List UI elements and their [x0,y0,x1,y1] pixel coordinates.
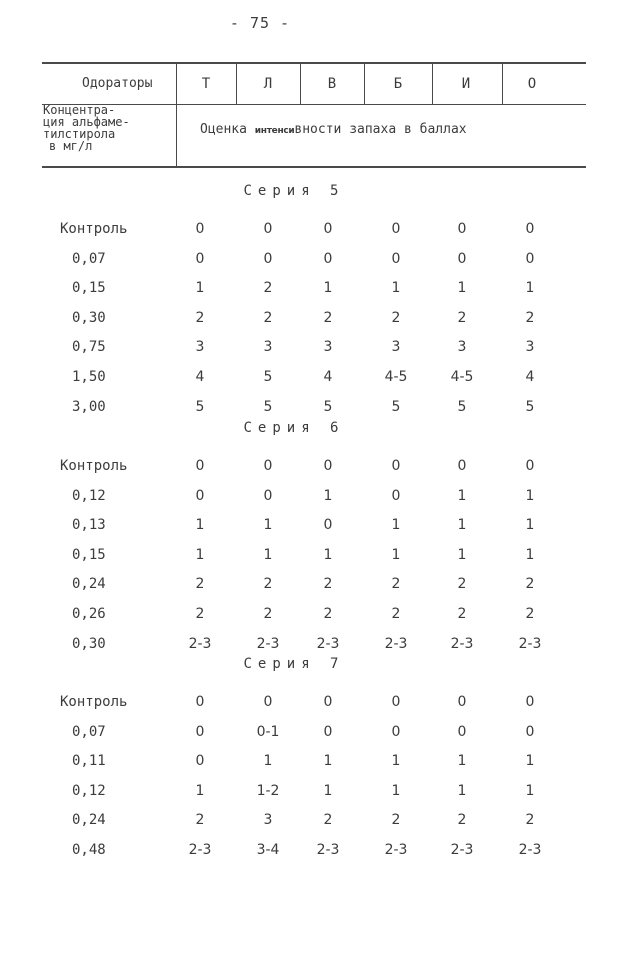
rating-cell: 0 [457,221,467,237]
rating-cell: 2 [323,812,333,829]
table-row [0,576,600,596]
rating-cell: 0 [323,221,333,237]
header-top-rule [42,62,586,64]
rating-cell: 1 [323,782,333,799]
series-title: Серия 6 [243,420,345,436]
rating-cell: 0 [195,753,205,770]
concentration-label-line: в мг/л [49,139,93,153]
rating-cell: 5 [457,398,467,415]
rating-cell: 0 [323,517,333,534]
concentration-label-line: ция альфаме- [43,115,130,129]
column-header-t: Т [201,76,211,92]
column-header-l: Л [263,76,273,92]
concentration-cell: Контроль [60,694,128,710]
rating-cell: 1 [525,487,535,504]
rating-cell: 0 [525,694,535,710]
rating-cell: 2 [457,576,467,593]
rating-cell: 0 [323,723,333,740]
concentration-label-line: тилстирола [43,127,116,141]
header-bottom-rule [42,166,586,168]
rating-cell: 1 [391,517,401,534]
concentration-cell: 0,26 [72,606,106,622]
rating-cell: 1 [525,280,535,297]
column-header-v: В [327,76,337,92]
rating-cell: 1 [195,782,205,799]
rating-cell: 1 [195,546,205,563]
rating-cell: 1 [195,517,205,534]
rating-cell: 1 [525,546,535,563]
table-row [0,636,600,656]
rating-cell: 2 [391,576,401,593]
table-row [0,399,600,419]
rating-caption-part: Оценка [200,122,255,137]
rating-cell: 2-3 [518,842,542,858]
rating-cell: 0 [263,487,273,504]
table-row [0,221,600,241]
rating-caption-part: вности запаха в баллах [294,122,467,137]
rating-cell: 5 [525,398,535,415]
rating-cell: 2 [457,812,467,829]
rating-cell: 1 [525,782,535,799]
rating-cell: 0 [391,694,401,710]
column-header-b: Б [393,76,403,92]
rating-cell: 2-3 [188,635,212,652]
rating-cell: 1 [525,753,535,770]
rating-cell: 2-3 [188,842,212,858]
rating-cell: 1 [195,280,205,297]
rating-cell: 2 [263,309,273,326]
rating-cell: 5 [195,398,205,415]
rating-cell: 2-3 [450,842,474,858]
rating-cell: 0 [525,723,535,740]
rating-cell: 2 [457,309,467,326]
table-row [0,547,600,567]
rating-cell: 0 [195,458,205,474]
rating-cell: 3 [263,339,273,356]
rating-cell: 1 [457,546,467,563]
rating-cell: 0 [457,458,467,474]
header-divider-col [432,62,433,104]
rating-cell: 3 [391,339,401,356]
rating-cell: 0 [391,458,401,474]
rating-cell: 2-3 [518,635,542,652]
column-header-i: И [461,76,471,92]
concentration-cell: 0,30 [72,309,106,326]
rating-cell: 2 [263,576,273,593]
rating-cell: 3 [323,339,333,356]
concentration-cell: 0,12 [72,487,106,504]
page-number: - 75 - [229,14,291,32]
rating-cell: 2 [457,606,467,622]
rating-cell: 2 [263,606,273,622]
concentration-label [43,104,173,152]
rating-cell: 2 [525,812,535,829]
series-title: Серия 7 [243,656,345,672]
rating-cell: 0 [525,221,535,237]
rating-cell: 0 [263,458,273,474]
rating-cell: 3 [263,812,273,829]
concentration-cell: 1,50 [72,369,106,385]
rating-cell: 0 [195,250,205,267]
rating-cell: 2 [391,606,401,622]
rating-cell: 0 [195,221,205,237]
rating-cell: 0-1 [256,723,280,740]
rating-cell: 2 [195,576,205,593]
rating-cell: 0 [391,487,401,504]
rating-cell: 2-3 [316,635,340,652]
rating-cell: 2 [391,812,401,829]
rating-cell: 5 [391,398,401,415]
table-row [0,812,600,832]
concentration-label-line: Концентра- [43,103,116,117]
rating-cell: 2 [323,606,333,622]
rating-cell: 0 [195,694,205,710]
rating-cell: 0 [195,723,205,740]
rating-cell: 0 [263,221,273,237]
rating-cell: 0 [323,458,333,474]
concentration-cell: 0,13 [72,517,106,534]
rating-cell: 1 [457,753,467,770]
rating-cell: 2 [195,606,205,622]
rating-cell: 2 [391,309,401,326]
rating-cell: 1 [323,546,333,563]
table-row [0,369,600,389]
rating-cell: 3 [457,339,467,356]
rating-cell: 2-3 [316,842,340,858]
rating-cell: 3 [525,339,535,356]
rating-cell: 1-2 [256,782,280,799]
rating-cell: 1 [391,280,401,297]
rating-cell: 3-4 [256,842,280,858]
rating-cell: 0 [391,723,401,740]
rating-cell: 0 [323,694,333,710]
rating-cell: 1 [525,517,535,534]
header-divider-col [300,62,301,104]
table-row [0,724,600,744]
rating-cell: 4 [323,369,333,385]
table-row [0,339,600,359]
table-row [0,606,600,626]
odorators-label: Одораторы [82,76,153,91]
rating-cell: 2-3 [256,635,280,652]
concentration-cell: 0,07 [72,723,106,740]
rating-cell: 0 [263,694,273,710]
rating-cell: 1 [323,280,333,297]
concentration-cell: 0,15 [72,280,106,297]
rating-cell: 1 [263,753,273,770]
rating-cell: 2 [323,576,333,593]
concentration-cell: 0,24 [72,576,106,593]
rating-caption-part: интенси [254,126,295,136]
rating-cell: 1 [263,546,273,563]
concentration-cell: Контроль [60,221,128,237]
concentration-cell: 0,11 [72,753,106,770]
table-row [0,310,600,330]
rating-cell: 2 [195,812,205,829]
rating-cell: 4 [525,369,535,385]
table-row [0,783,600,803]
rating-cell: 1 [457,782,467,799]
rating-cell: 1 [391,782,401,799]
series-title: Серия 5 [243,183,345,199]
rating-cell: 5 [263,369,273,385]
rating-cell: 0 [525,250,535,267]
rating-caption [200,122,467,137]
concentration-cell: 0,24 [72,812,106,829]
rating-cell: 3 [195,339,205,356]
header-divider-col [364,62,365,104]
table-row [0,458,600,478]
rating-cell: 0 [457,723,467,740]
column-header-o: О [527,76,537,92]
rating-cell: 1 [457,487,467,504]
concentration-cell: 0,15 [72,546,106,563]
rating-cell: 0 [263,250,273,267]
table-row [0,694,600,714]
header-divider-col [236,62,237,104]
rating-cell: 4 [195,369,205,385]
rating-cell: 2 [525,309,535,326]
concentration-cell: 0,12 [72,782,106,799]
rating-cell: 1 [457,280,467,297]
table-row [0,753,600,773]
rating-cell: 2-3 [450,635,474,652]
rating-cell: 0 [525,458,535,474]
rating-cell: 2 [323,309,333,326]
rating-cell: 1 [391,753,401,770]
concentration-cell: 0,48 [72,842,106,858]
rating-cell: 0 [391,221,401,237]
table-row [0,280,600,300]
rating-cell: 0 [195,487,205,504]
table-row [0,517,600,537]
rating-cell: 2-3 [384,842,408,858]
concentration-cell: 3,00 [72,398,106,415]
rating-cell: 0 [457,250,467,267]
rating-cell: 0 [457,694,467,710]
rating-cell: 5 [263,398,273,415]
rating-cell: 1 [323,487,333,504]
concentration-cell: 0,75 [72,339,106,356]
table-row [0,842,600,862]
rating-cell: 0 [391,250,401,267]
rating-cell: 2 [195,309,205,326]
rating-cell: 1 [323,753,333,770]
concentration-cell: Контроль [60,458,128,474]
table-row [0,488,600,508]
table-row [0,251,600,271]
rating-cell: 0 [323,250,333,267]
rating-cell: 4-5 [450,369,474,385]
rating-cell: 2-3 [384,635,408,652]
rating-cell: 4-5 [384,369,408,385]
rating-cell: 1 [457,517,467,534]
rating-cell: 2 [263,280,273,297]
rating-cell: 2 [525,606,535,622]
rating-cell: 2 [525,576,535,593]
rating-cell: 1 [391,546,401,563]
concentration-cell: 0,30 [72,635,106,652]
rating-cell: 1 [263,517,273,534]
rating-cell: 5 [323,398,333,415]
concentration-cell: 0,07 [72,250,106,267]
